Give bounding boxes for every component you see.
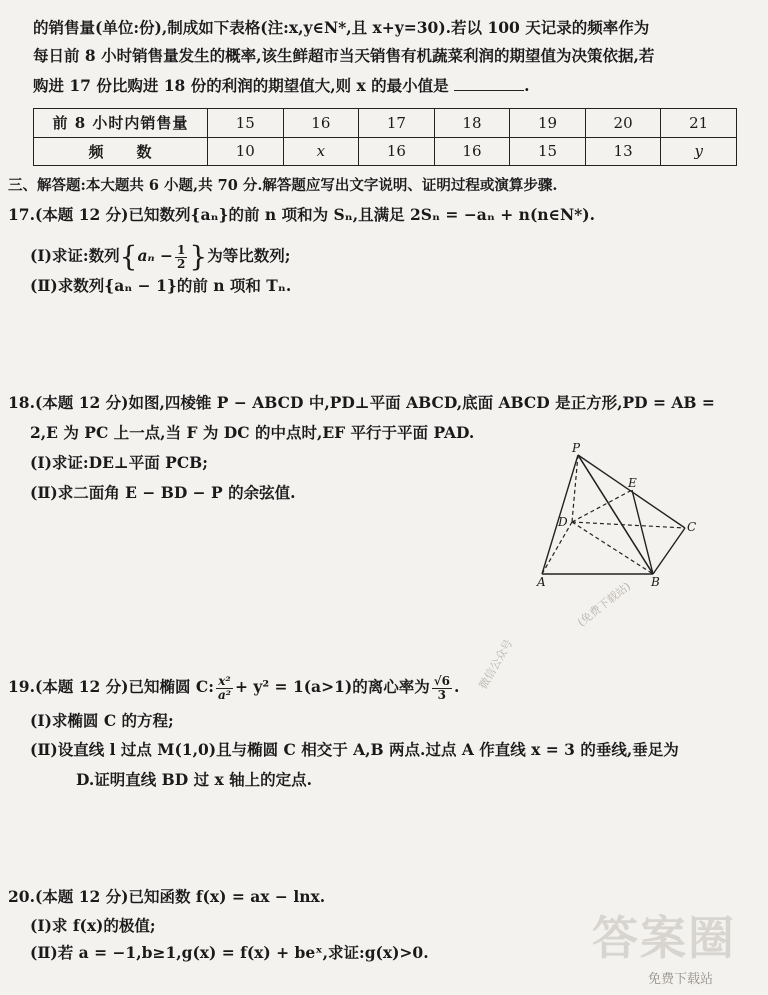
q19-part2-line2: D.证明直线 BD 过 x 轴上的定点. — [76, 770, 313, 789]
watermark-bottom: 免费下载站 — [648, 972, 714, 987]
edge-BC — [653, 528, 685, 574]
label-B: B — [651, 575, 660, 589]
frequency-table — [33, 108, 737, 166]
table-cell: y — [661, 137, 737, 166]
label-D: D — [558, 515, 568, 529]
intro-line-3 — [33, 76, 529, 96]
q17-an: aₙ − — [137, 246, 173, 265]
table-header-cell: 前 8 小时内销售量 — [34, 109, 208, 138]
label-P: P — [572, 441, 581, 455]
q20-part1: (Ⅰ)求 f(x)的极值; — [30, 916, 156, 935]
q17-part1-end: 为等比数列; — [207, 246, 291, 265]
table-cell: 20 — [585, 109, 661, 138]
q18-stem-2: 2,E 为 PC 上一点,当 F 为 DC 的中点时,EF 平行于平面 PAD. — [30, 423, 475, 442]
table-cell: 21 — [661, 109, 737, 138]
section-heading: 三、解答题:本大题共 6 小题,共 70 分.解答题应写出文字说明、证明过程或演算步骤. — [8, 177, 558, 194]
fraction-numerator: x² — [216, 675, 233, 689]
pyramid-diagram — [520, 440, 720, 590]
answer-blank — [454, 76, 524, 91]
table-cell: 10 — [208, 137, 284, 166]
intro-line-3-text: 购进 17 份比购进 18 份的利润的期望值大,则 x 的最小值是 — [33, 76, 449, 95]
table-cell: 16 — [283, 109, 359, 138]
table-row — [34, 137, 737, 166]
table-cell: 13 — [585, 137, 661, 166]
edge-EB — [632, 490, 653, 574]
intro-line-3-end: . — [524, 76, 530, 95]
q18-stem-1: 18.(本题 12 分)如图,四棱锥 P − ABCD 中,PD⊥平面 ABCD,底面 ABCD 是正方形,PD = AB = — [8, 393, 715, 412]
fraction-denominator: 3 — [437, 687, 447, 702]
q17-stem: 17.(本题 12 分)已知数列{aₙ}的前 n 项和为 Sₙ,且满足 2Sₙ = −aₙ + n(n∈N*). — [8, 205, 596, 224]
q19-part1: (Ⅰ)求椭圆 C 的方程; — [30, 711, 174, 730]
table-cell: 17 — [359, 109, 435, 138]
table-cell: 19 — [510, 109, 586, 138]
watermark-side: 微信公众号 — [476, 637, 516, 692]
right-brace-icon: } — [189, 240, 208, 273]
watermark-logo: 答案圈 — [592, 911, 736, 965]
table-cell: 15 — [510, 137, 586, 166]
table-cell: 16 — [434, 137, 510, 166]
label-C: C — [687, 520, 697, 534]
q20-stem: 20.(本题 12 分)已知函数 f(x) = ax − lnx. — [8, 887, 326, 906]
edge-DA — [542, 522, 572, 574]
q17-part2: (Ⅱ)求数列{aₙ − 1}的前 n 项和 Tₙ. — [30, 276, 292, 295]
fraction-denominator: a² — [217, 687, 231, 702]
edge-PC — [578, 455, 685, 528]
label-E: E — [628, 476, 637, 490]
edge-DC — [572, 522, 685, 528]
q19-part2-line1: (Ⅱ)设直线 l 过点 M(1,0)且与椭圆 C 相交于 A,B 两点.过点 A 作直线 x = 3 的垂线,垂足为 — [30, 740, 679, 759]
q19-stem-end: . — [453, 677, 460, 696]
q17-part1 — [30, 240, 290, 273]
q18-part2: (Ⅱ)求二面角 E − BD − P 的余弦值. — [30, 483, 296, 502]
q19-stem-text: 19.(本题 12 分)已知椭圆 C: — [8, 677, 214, 696]
q18-part1: (Ⅰ)求证:DE⊥平面 PCB; — [30, 453, 208, 472]
edge-DB — [572, 522, 653, 574]
q19-stem-mid: + y² = 1(a>1)的离心率为 — [234, 677, 430, 696]
watermark-diagram: (免费下载站) — [575, 579, 634, 630]
q17-part1-label: (Ⅰ)求证:数列 — [30, 246, 120, 265]
left-brace-icon: { — [119, 240, 138, 273]
q19-stem — [8, 669, 459, 705]
table-cell: 15 — [208, 109, 284, 138]
edge-PB-2 — [578, 455, 653, 574]
intro-line-1: 的销售量(单位:份),制成如下表格(注:x,y∈N*,且 x+y=30).若以 100 天记录的频率作为 — [33, 18, 650, 37]
fraction — [216, 675, 233, 702]
table-cell: 16 — [359, 137, 435, 166]
q20-part2: (Ⅱ)若 a = −1,b≥1,g(x) = f(x) + beˣ,求证:g(x)>0. — [30, 943, 429, 962]
fraction-numerator: 1 — [177, 242, 186, 257]
fraction-numerator: √6 — [433, 673, 450, 688]
fraction — [175, 244, 187, 271]
table-cell: x — [283, 137, 359, 166]
table-cell: 18 — [434, 109, 510, 138]
fraction-denominator: 2 — [177, 256, 186, 271]
table-row — [34, 109, 737, 138]
intro-line-2: 每日前 8 小时销售量发生的概率,该生鲜超市当天销售有机蔬菜利润的期望值为决策依据,若 — [33, 46, 655, 65]
fraction — [432, 675, 452, 702]
label-A: A — [537, 575, 546, 589]
table-header-cell: 频 数 — [34, 137, 208, 166]
edge-DE — [572, 490, 632, 522]
